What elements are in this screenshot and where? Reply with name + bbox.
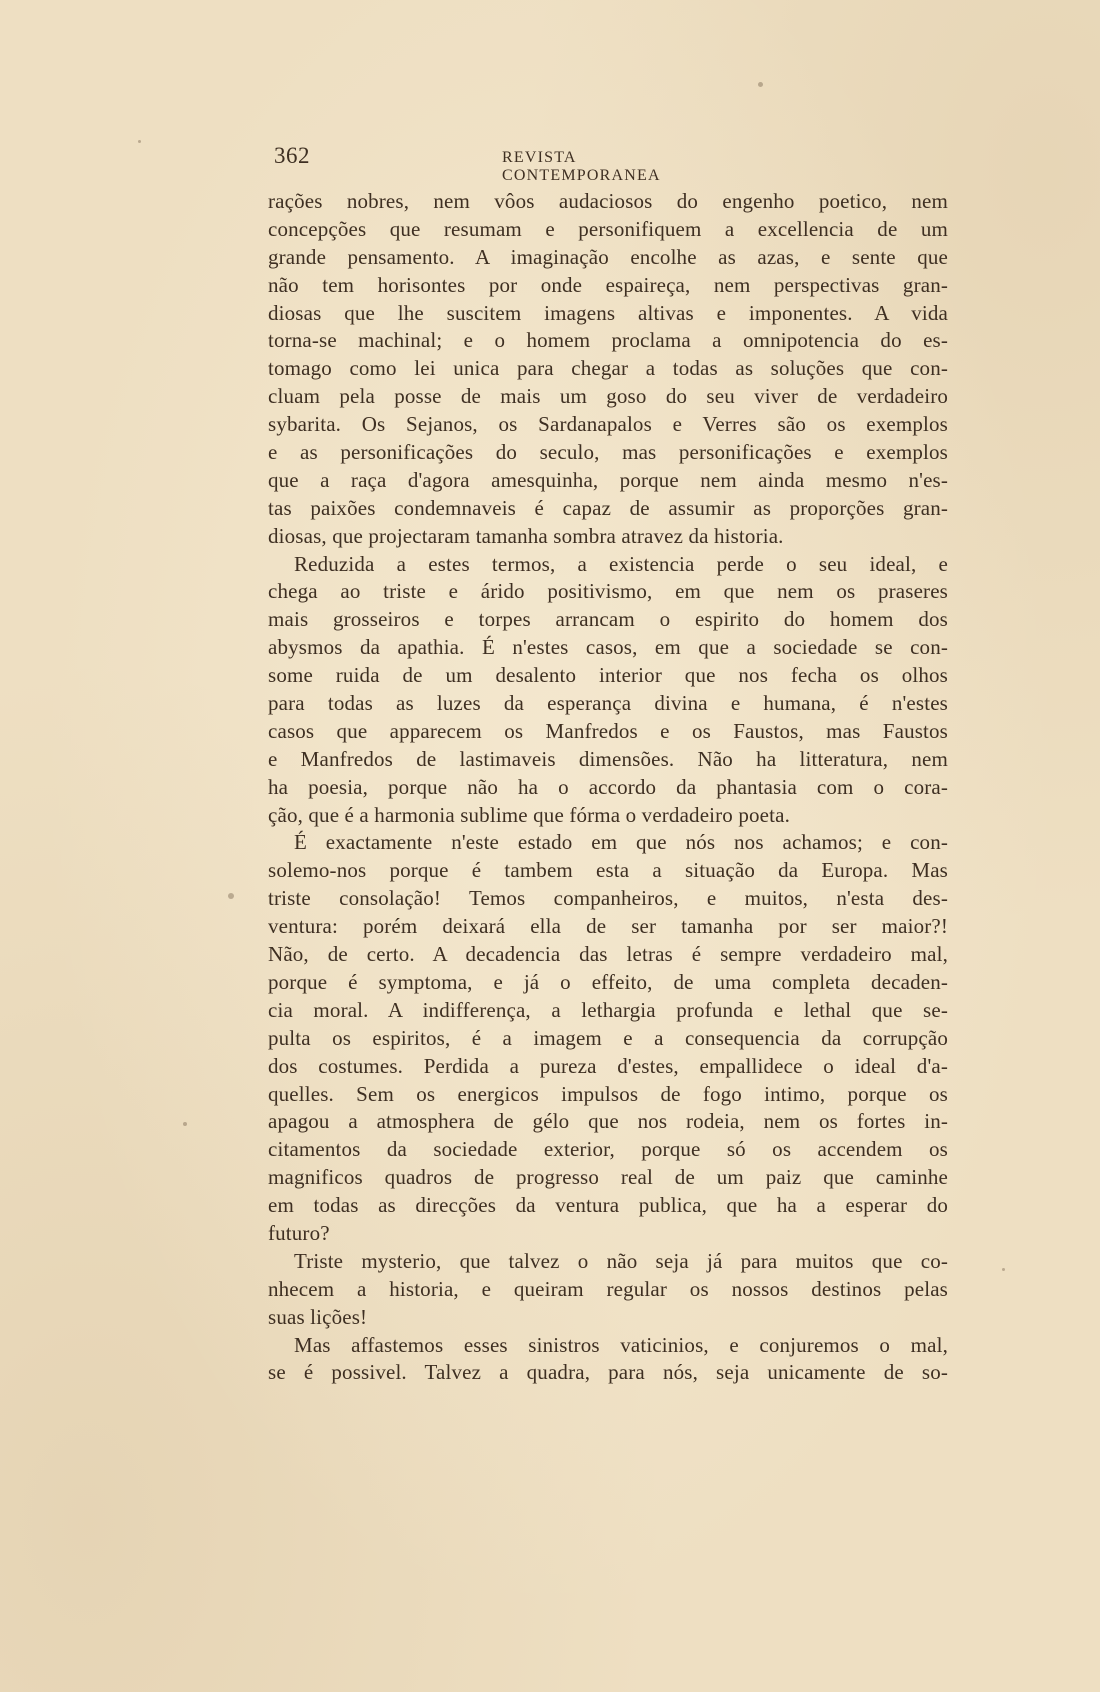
text-line: casos que apparecem os Manfredos e os Faustos, mas Faustos xyxy=(268,718,948,743)
text-line: futuro? xyxy=(268,1220,330,1245)
text-line: que a raça d'agora amesquinha, porque nem ainda mesmo n'es- xyxy=(268,467,948,492)
text-line: suas lições! xyxy=(268,1304,368,1329)
text-line: para todas as luzes da esperança divina e humana, é n'estes xyxy=(268,691,948,716)
text-line: tomago como lei unica para chegar a todas as soluções que con- xyxy=(268,356,948,381)
text-line: solemo-nos porque é tambem esta a situação da Europa. Mas xyxy=(268,858,948,883)
text-line: diosas, que projectaram tamanha sombra atravez da historia. xyxy=(268,523,784,548)
text-line: Não, de certo. A decadencia das letras é sempre verdadeiro mal, xyxy=(268,942,948,967)
text-line: rações nobres, nem vôos audaciosos do engenho poetico, nem xyxy=(268,189,948,213)
text-line: tas paixões condemnaveis é capaz de assumir as proporções gran- xyxy=(268,495,948,520)
text-line: magnificos quadros de progresso real de um paiz que caminhe xyxy=(268,1165,948,1190)
text-line: grande pensamento. A imaginação encolhe as azas, e sente que xyxy=(268,244,948,269)
text-line: sybarita. Os Sejanos, os Sardanapalos e Verres são os exemplos xyxy=(268,412,948,437)
paper-speck xyxy=(1002,1268,1005,1271)
paper-speck xyxy=(183,1122,187,1126)
text-line: pulta os espiritos, é a imagem e a consequencia da corrupção xyxy=(268,1025,948,1050)
text-line: nhecem a historia, e queiram regular os nossos destinos pelas xyxy=(268,1276,948,1301)
text-line: diosas que lhe suscitem imagens altivas e imponentes. A vida xyxy=(268,300,948,325)
text-line: dos costumes. Perdida a pureza d'estes, empallidece o ideal d'a- xyxy=(268,1053,948,1078)
text-line: se é possivel. Talvez a quadra, para nós, seja unicamente de so- xyxy=(268,1360,948,1385)
journal-title: REVISTA CONTEMPORANEA xyxy=(502,149,661,184)
body-text xyxy=(268,188,948,1387)
text-line: ção, que é a harmonia sublime que fórma o verdadeiro poeta. xyxy=(268,802,790,827)
text-line: e Manfredos de lastimaveis dimensões. Não ha litteratura, nem xyxy=(268,746,948,771)
paper-speck xyxy=(758,82,763,87)
text-line: Mas affastemos esses sinistros vaticinios, e conjuremos o mal, xyxy=(294,1332,948,1357)
text-line: apagou a atmosphera de gélo que nos rodeia, nem os fortes in- xyxy=(268,1109,948,1134)
text-line: concepções que resumam e personifiquem a excellencia de um xyxy=(268,216,948,241)
text-line: porque é symptoma, e já o effeito, de uma completa decaden- xyxy=(268,969,948,994)
text-line: ventura: porém deixará ella de ser tamanha por ser maior?! xyxy=(268,914,948,939)
page-number: 362 xyxy=(274,143,310,168)
text-line: em todas as direcções da ventura publica, que ha a esperar do xyxy=(268,1193,948,1218)
text-line: citamentos da sociedade exterior, porque só os accendem os xyxy=(268,1137,948,1162)
text-line: mais grosseiros e torpes arrancam o espirito do homem dos xyxy=(268,607,948,632)
text-line: some ruida de um desalento interior que nos fecha os olhos xyxy=(268,663,948,688)
paper-speck xyxy=(138,140,141,143)
text-line: É exactamente n'este estado em que nós nos achamos; e con- xyxy=(294,830,948,855)
text-line: Reduzida a estes termos, a existencia perde o seu ideal, e xyxy=(294,551,948,576)
text-line: não tem horisontes por onde espaireça, nem perspectivas gran- xyxy=(268,272,948,297)
text-line: cia moral. A indifferença, a lethargia profunda e lethal que se- xyxy=(268,997,948,1022)
text-line: Triste mysterio, que talvez o não seja já para muitos que co- xyxy=(294,1248,948,1273)
paper-speck xyxy=(228,893,234,899)
text-line: e as personificações do seculo, mas personificações e exemplos xyxy=(268,440,948,465)
text-line: cluam pela posse de mais um goso do seu viver de verdadeiro xyxy=(268,384,948,409)
text-line: quelles. Sem os energicos impulsos de fogo intimo, porque os xyxy=(268,1081,948,1106)
text-line: ha poesia, porque não ha o accordo da phantasia com o cora- xyxy=(268,774,948,799)
text-line: abysmos da apathia. É n'estes casos, em que a sociedade se con- xyxy=(268,635,948,660)
text-line: chega ao triste e árido positivismo, em que nem os praseres xyxy=(268,579,948,604)
text-line: torna-se machinal; e o homem proclama a omnipotencia do es- xyxy=(268,328,948,353)
running-head xyxy=(274,143,724,184)
text-line: triste consolação! Temos companheiros, e muitos, n'esta des- xyxy=(268,886,948,911)
